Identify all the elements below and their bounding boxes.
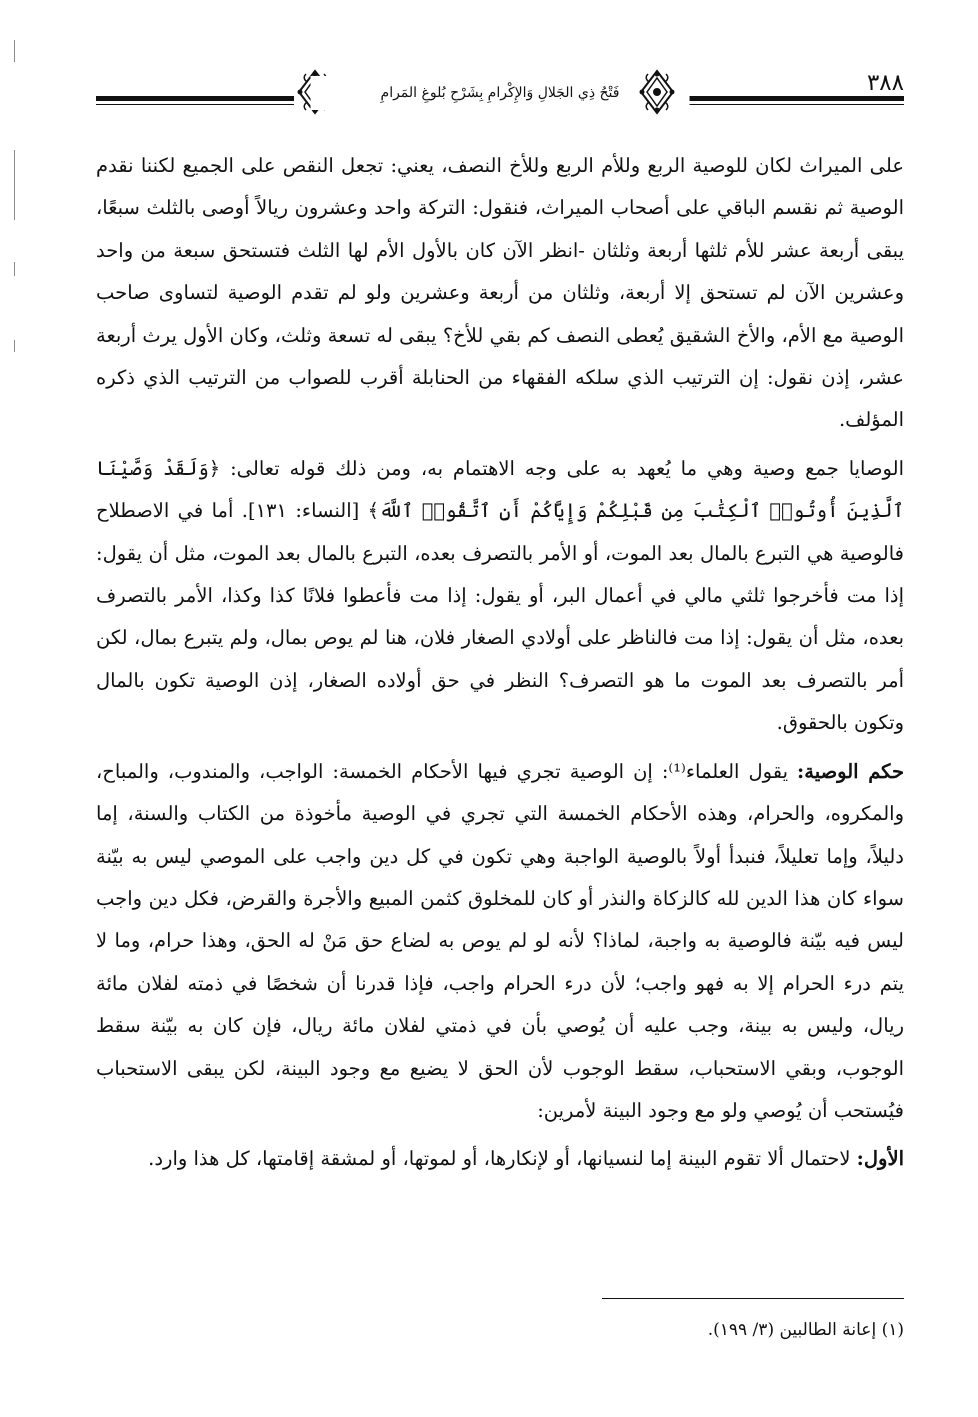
first-reason-heading: الأول:: [856, 1147, 904, 1171]
paragraph-wasiya-ruling: [96, 751, 904, 1133]
paragraph-inheritance: على الميراث لكان للوصية الربع وللأم الربع وللأخ النصف، يعني: تجعل النقص على الجميع لكننا نقدم الوصية ثم نقسم الباقي على أصحاب الميراث، فنقول: التركة واحد وعشرون ريالاً أوصى بالثلث سبعًا، يبقى أربعة عشر للأم ثلثها أربعة وثلثان -انظر الآن كان بالأول الأم لها الثلث فتستحق سبعة من واحد وعشرين الآن لم تستحق إلا أربعة، وثلثان من أربعة وعشرين ولو لم تقدم الوصية لتساوى صاحب الوصية مع الأم، والأخ الشقيق يُعطى النصف كم بقي للأخ؟ يبقى له تسعة وثلث، وكان الأول يرث أربعة عشر، إذن نقول: إن الترتيب الذي سلكه الفقهاء من الحنابلة أقرب للصواب من الترتيب الذي ذكره المؤلف.: [96, 154, 904, 432]
paragraph-wasaya-definition: [96, 448, 904, 745]
section-heading: حكم الوصية:: [797, 759, 904, 783]
ornament-right-icon: [636, 68, 678, 116]
page-number: ٣٨٨: [857, 70, 904, 96]
definition-rest: أما في الاصطلاح فالوصية هي التبرع بالمال بعد الموت، أو الأمر بالتصرف بعده، التبرع بالمال بعد الموت، مثل أن يقول: إذا مت فأخرجوا ثلثي مالي في أعمال البر، أو يقول: إذا مت فأعطوا فلانًا كذا وكذا، الأمر بالتصرف بعده، مثل أن يقول: إذا مت فالناظر على أولادي الصغار فلان، هنا لم يوص بمال، ولم يتبرع بمال، لكن أمر بالتصرف بعد الموت ما هو التصرف؟ النظر في حق أولاده الصغار، إذن الوصية تكون بالمال وتكون بالحقوق.: [96, 499, 905, 735]
ruling-text: يقول العلماء⁽¹⁾: إن الوصية تجري فيها الأحكام الخمسة: الواجب، والمندوب، والمباح، والمكروه، والحرام، وهذه الأحكام الخمسة التي تجري في الوصية مأخوذة من الكتاب والسنة، إما دليلاً، وإما تعليلاً، فنبدأ أولاً بالوصية الواجبة وهي تكون في كل دين واجب على الموصي ليس به بيّنة سواء كان هذا الدين لله كالزكاة والنذر أو كان للمخلوق كثمن المبيع والأجرة والقرض، فكل دين واجب ليس فيه بيّنة فالوصية به واجبة، لماذا؟ لأنه لو لم يوص به لضاع حق مَنْ له الحق، وهذا حرام، وما لا يتم درء الحرام إلا به فهو واجب؛ لأن درء الحرام واجب، فإذا قدرنا أن شخصًا في ذمته لفلان مائة ريال، وليس به بينة، وجب عليه أن يُوصي بأن في ذمتي لفلان مائة ريال، فإن كان به بيّنة سقط الوجوب، وبقي الاستحباب، سقط الوجوب لأن الحق لا يضيع مع وجود البينة، لكن يبقى الاستحباب فيُستحب أن يُوصي ولو مع وجود البينة لأمرين:: [96, 759, 904, 1122]
footnote-separator: [602, 1298, 904, 1299]
footnote: (١) إعانة الطالبين (٣/ ١٩٩).: [707, 1320, 904, 1340]
first-reason-text: لاحتمال ألا تقوم البينة إما لنسيانها، أو لإنكارها، أو لموتها، أو لمشقة إقامتها، كل هذا وارد.: [148, 1147, 851, 1171]
paragraph-first-reason: [96, 1138, 904, 1180]
running-title: فَتْحُ ذِي الجَلالِ وَالإِكْرامِ بِشَرْحِ بُلوغِ المَرامِ: [311, 76, 690, 110]
quran-verse: ﴿وَلَقَدْ وَصَّيْنَا ٱلَّذِينَ أُوتُوا۟ ٱلْكِتَٰبَ مِن قَبْلِكُمْ وَإِيَّاكُمْ أَنِ ٱتَّقُوا۟ ٱللَّهَ﴾: [96, 456, 905, 523]
main-text: [96, 145, 904, 1181]
page-edge-marks: [14, 0, 15, 360]
page-header: [96, 62, 904, 132]
verse-reference: [النساء: ١٣١].: [241, 499, 360, 523]
definition-intro: الوصايا جمع وصية وهي ما يُعهد به على وجه الاهتمام به، ومن ذلك قوله تعالى:: [230, 456, 904, 480]
